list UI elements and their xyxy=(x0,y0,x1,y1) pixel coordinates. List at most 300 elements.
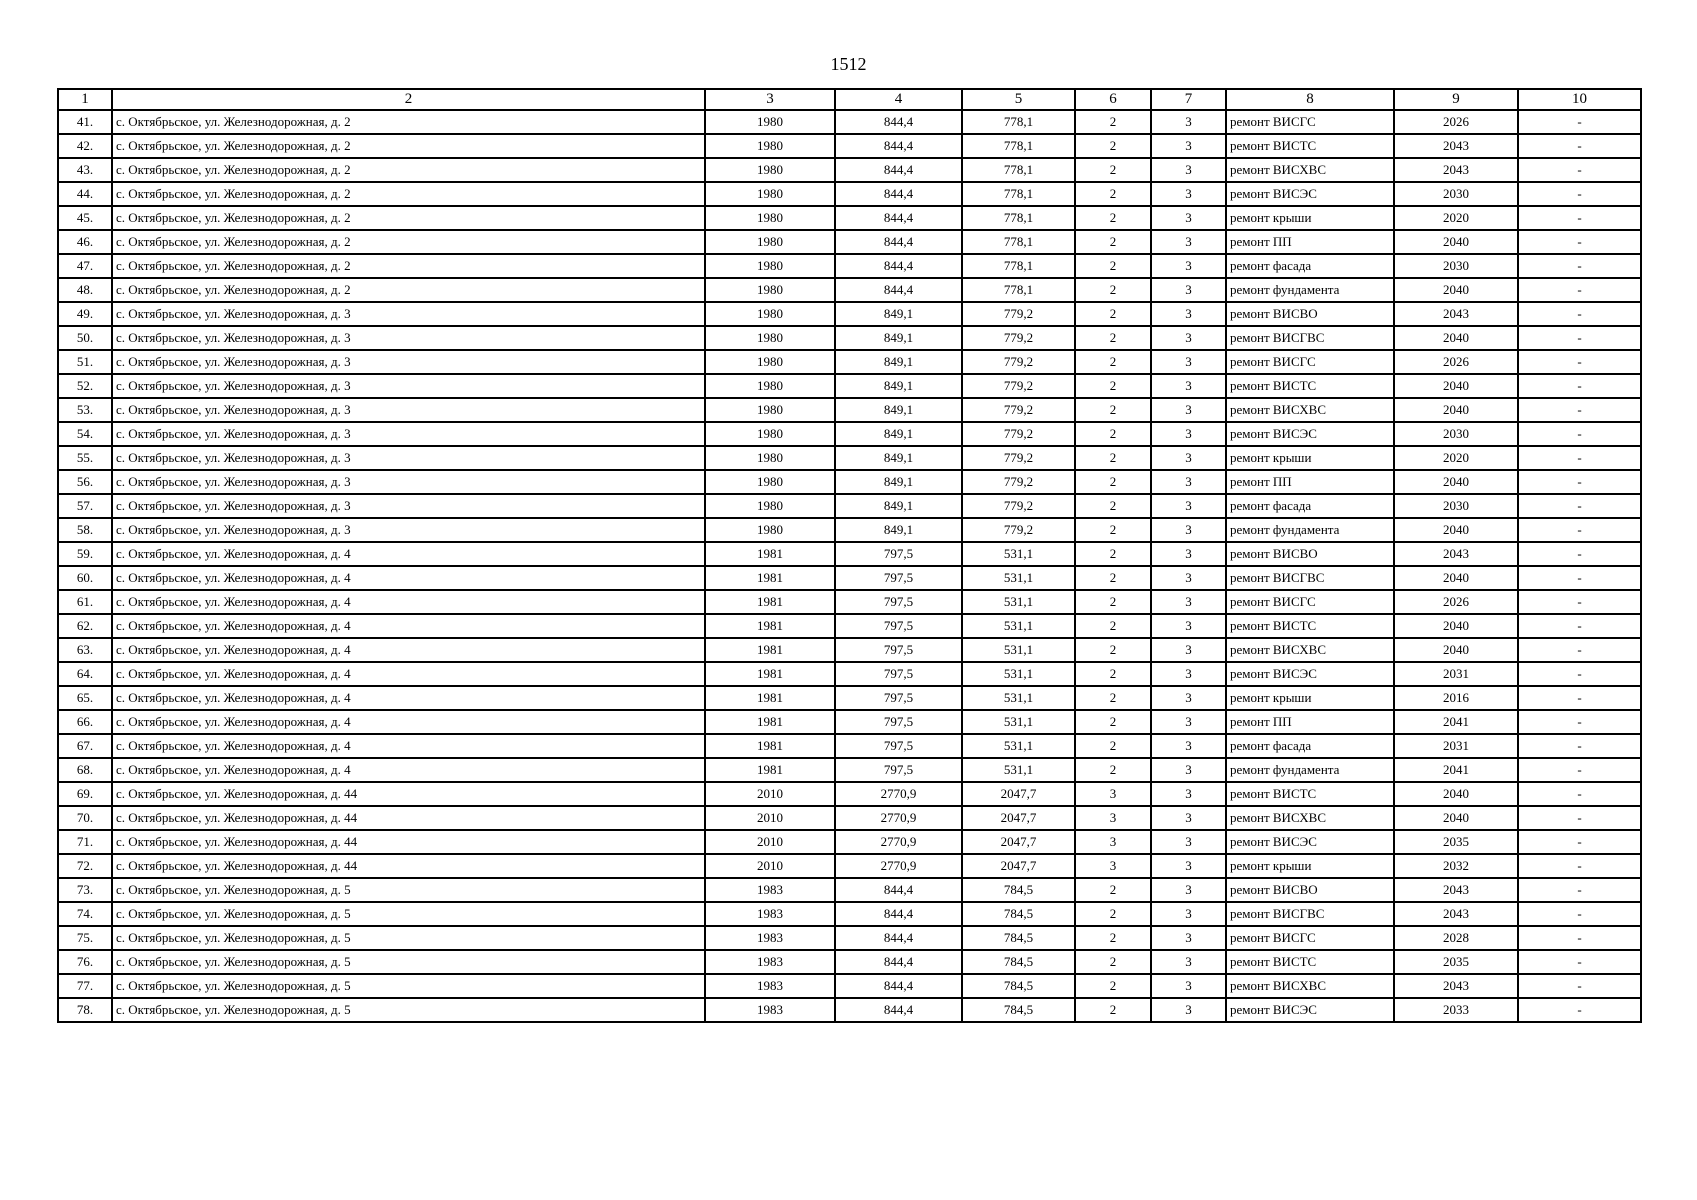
work-type-cell: ремонт фасада xyxy=(1226,494,1394,518)
planned-year-cell: 2040 xyxy=(1394,806,1518,830)
work-type-cell: ремонт фасада xyxy=(1226,734,1394,758)
work-type-cell: ремонт ВИСТС xyxy=(1226,782,1394,806)
floors-cell: 2 xyxy=(1075,974,1151,998)
address-cell: с. Октябрьское, ул. Железнодорожная, д. 4 xyxy=(112,590,705,614)
year-built-cell: 1983 xyxy=(705,974,835,998)
total-area-cell: 844,4 xyxy=(835,278,962,302)
total-area-cell: 849,1 xyxy=(835,470,962,494)
planned-year-cell: 2041 xyxy=(1394,710,1518,734)
total-area-cell: 844,4 xyxy=(835,206,962,230)
work-type-cell: ремонт ВИСХВС xyxy=(1226,398,1394,422)
table-row xyxy=(58,614,1641,638)
note-cell: - xyxy=(1518,134,1641,158)
planned-year-cell: 2026 xyxy=(1394,350,1518,374)
planned-year-cell: 2040 xyxy=(1394,230,1518,254)
total-area-cell: 849,1 xyxy=(835,446,962,470)
address-cell: с. Октябрьское, ул. Железнодорожная, д. 2 xyxy=(112,278,705,302)
note-cell: - xyxy=(1518,422,1641,446)
living-area-cell: 779,2 xyxy=(962,398,1075,422)
living-area-cell: 531,1 xyxy=(962,542,1075,566)
year-built-cell: 1983 xyxy=(705,902,835,926)
work-type-cell: ремонт ВИСГС xyxy=(1226,590,1394,614)
page-number: 1512 xyxy=(830,54,867,74)
address-cell: с. Октябрьское, ул. Железнодорожная, д. 5 xyxy=(112,950,705,974)
work-type-cell: ремонт крыши xyxy=(1226,446,1394,470)
living-area-cell: 778,1 xyxy=(962,182,1075,206)
floors-cell: 2 xyxy=(1075,758,1151,782)
note-cell: - xyxy=(1518,110,1641,134)
entrances-cell: 3 xyxy=(1151,278,1226,302)
floors-cell: 2 xyxy=(1075,206,1151,230)
row-number-cell: 69. xyxy=(58,782,112,806)
work-type-cell: ремонт ВИСХВС xyxy=(1226,158,1394,182)
floors-cell: 2 xyxy=(1075,110,1151,134)
note-cell: - xyxy=(1518,782,1641,806)
work-type-cell: ремонт фундамента xyxy=(1226,758,1394,782)
row-number-cell: 50. xyxy=(58,326,112,350)
floors-cell: 2 xyxy=(1075,662,1151,686)
address-cell: с. Октябрьское, ул. Железнодорожная, д. 4 xyxy=(112,758,705,782)
address-cell: с. Октябрьское, ул. Железнодорожная, д. 3 xyxy=(112,422,705,446)
entrances-cell: 3 xyxy=(1151,950,1226,974)
floors-cell: 2 xyxy=(1075,710,1151,734)
table-row xyxy=(58,182,1641,206)
table-row xyxy=(58,758,1641,782)
address-cell: с. Октябрьское, ул. Железнодорожная, д. 4 xyxy=(112,686,705,710)
column-header-1: 1 xyxy=(58,89,112,110)
work-type-cell: ремонт ВИСЭС xyxy=(1226,830,1394,854)
table-row xyxy=(58,998,1641,1022)
work-type-cell: ремонт ВИСЭС xyxy=(1226,182,1394,206)
table-row xyxy=(58,302,1641,326)
total-area-cell: 849,1 xyxy=(835,350,962,374)
floors-cell: 2 xyxy=(1075,278,1151,302)
note-cell: - xyxy=(1518,350,1641,374)
table-row xyxy=(58,878,1641,902)
year-built-cell: 1980 xyxy=(705,470,835,494)
entrances-cell: 3 xyxy=(1151,518,1226,542)
total-area-cell: 849,1 xyxy=(835,398,962,422)
row-number-cell: 51. xyxy=(58,350,112,374)
address-cell: с. Октябрьское, ул. Железнодорожная, д. 5 xyxy=(112,998,705,1022)
floors-cell: 2 xyxy=(1075,398,1151,422)
floors-cell: 2 xyxy=(1075,374,1151,398)
note-cell: - xyxy=(1518,950,1641,974)
planned-year-cell: 2040 xyxy=(1394,566,1518,590)
floors-cell: 2 xyxy=(1075,950,1151,974)
table-row xyxy=(58,638,1641,662)
work-type-cell: ремонт ВИСГВС xyxy=(1226,902,1394,926)
floors-cell: 2 xyxy=(1075,422,1151,446)
address-cell: с. Октябрьское, ул. Железнодорожная, д. 44 xyxy=(112,782,705,806)
year-built-cell: 1980 xyxy=(705,206,835,230)
note-cell: - xyxy=(1518,662,1641,686)
living-area-cell: 784,5 xyxy=(962,998,1075,1022)
floors-cell: 2 xyxy=(1075,326,1151,350)
entrances-cell: 3 xyxy=(1151,830,1226,854)
year-built-cell: 2010 xyxy=(705,854,835,878)
column-header-7: 7 xyxy=(1151,89,1226,110)
column-header-3: 3 xyxy=(705,89,835,110)
planned-year-cell: 2040 xyxy=(1394,398,1518,422)
entrances-cell: 3 xyxy=(1151,446,1226,470)
floors-cell: 3 xyxy=(1075,830,1151,854)
note-cell: - xyxy=(1518,518,1641,542)
entrances-cell: 3 xyxy=(1151,734,1226,758)
planned-year-cell: 2033 xyxy=(1394,998,1518,1022)
planned-year-cell: 2020 xyxy=(1394,206,1518,230)
work-type-cell: ремонт ВИСТС xyxy=(1226,134,1394,158)
row-number-cell: 62. xyxy=(58,614,112,638)
year-built-cell: 1980 xyxy=(705,350,835,374)
note-cell: - xyxy=(1518,758,1641,782)
row-number-cell: 60. xyxy=(58,566,112,590)
floors-cell: 2 xyxy=(1075,302,1151,326)
living-area-cell: 784,5 xyxy=(962,926,1075,950)
address-cell: с. Октябрьское, ул. Железнодорожная, д. 3 xyxy=(112,326,705,350)
note-cell: - xyxy=(1518,446,1641,470)
address-cell: с. Октябрьское, ул. Железнодорожная, д. 3 xyxy=(112,446,705,470)
note-cell: - xyxy=(1518,542,1641,566)
planned-year-cell: 2032 xyxy=(1394,854,1518,878)
living-area-cell: 531,1 xyxy=(962,686,1075,710)
total-area-cell: 797,5 xyxy=(835,734,962,758)
planned-year-cell: 2020 xyxy=(1394,446,1518,470)
year-built-cell: 1980 xyxy=(705,278,835,302)
planned-year-cell: 2043 xyxy=(1394,158,1518,182)
note-cell: - xyxy=(1518,590,1641,614)
note-cell: - xyxy=(1518,806,1641,830)
work-type-cell: ремонт ВИСЭС xyxy=(1226,662,1394,686)
year-built-cell: 1980 xyxy=(705,110,835,134)
living-area-cell: 778,1 xyxy=(962,110,1075,134)
address-cell: с. Октябрьское, ул. Железнодорожная, д. 2 xyxy=(112,110,705,134)
living-area-cell: 531,1 xyxy=(962,566,1075,590)
total-area-cell: 844,4 xyxy=(835,230,962,254)
table-row xyxy=(58,902,1641,926)
note-cell: - xyxy=(1518,710,1641,734)
note-cell: - xyxy=(1518,878,1641,902)
address-cell: с. Октябрьское, ул. Железнодорожная, д. 4 xyxy=(112,710,705,734)
work-type-cell: ремонт ВИСГС xyxy=(1226,350,1394,374)
address-cell: с. Октябрьское, ул. Железнодорожная, д. 4 xyxy=(112,542,705,566)
note-cell: - xyxy=(1518,734,1641,758)
planned-year-cell: 2041 xyxy=(1394,758,1518,782)
living-area-cell: 2047,7 xyxy=(962,830,1075,854)
entrances-cell: 3 xyxy=(1151,902,1226,926)
row-number-cell: 71. xyxy=(58,830,112,854)
entrances-cell: 3 xyxy=(1151,614,1226,638)
entrances-cell: 3 xyxy=(1151,782,1226,806)
table-row xyxy=(58,494,1641,518)
year-built-cell: 1981 xyxy=(705,542,835,566)
table-row xyxy=(58,110,1641,134)
entrances-cell: 3 xyxy=(1151,494,1226,518)
note-cell: - xyxy=(1518,926,1641,950)
row-number-cell: 75. xyxy=(58,926,112,950)
row-number-cell: 44. xyxy=(58,182,112,206)
address-cell: с. Октябрьское, ул. Железнодорожная, д. 4 xyxy=(112,662,705,686)
year-built-cell: 1981 xyxy=(705,614,835,638)
total-area-cell: 844,4 xyxy=(835,134,962,158)
living-area-cell: 779,2 xyxy=(962,470,1075,494)
total-area-cell: 844,4 xyxy=(835,110,962,134)
row-number-cell: 61. xyxy=(58,590,112,614)
planned-year-cell: 2031 xyxy=(1394,734,1518,758)
address-cell: с. Октябрьское, ул. Железнодорожная, д. 3 xyxy=(112,374,705,398)
address-cell: с. Октябрьское, ул. Железнодорожная, д. 3 xyxy=(112,302,705,326)
table-row xyxy=(58,854,1641,878)
year-built-cell: 1983 xyxy=(705,998,835,1022)
note-cell: - xyxy=(1518,830,1641,854)
planned-year-cell: 2030 xyxy=(1394,182,1518,206)
table-row xyxy=(58,206,1641,230)
note-cell: - xyxy=(1518,902,1641,926)
note-cell: - xyxy=(1518,998,1641,1022)
planned-year-cell: 2040 xyxy=(1394,374,1518,398)
address-cell: с. Октябрьское, ул. Железнодорожная, д. 2 xyxy=(112,134,705,158)
work-type-cell: ремонт ВИСГС xyxy=(1226,926,1394,950)
table-row xyxy=(58,974,1641,998)
living-area-cell: 779,2 xyxy=(962,302,1075,326)
entrances-cell: 3 xyxy=(1151,662,1226,686)
row-number-cell: 72. xyxy=(58,854,112,878)
floors-cell: 2 xyxy=(1075,494,1151,518)
year-built-cell: 1980 xyxy=(705,494,835,518)
column-header-4: 4 xyxy=(835,89,962,110)
table-row xyxy=(58,350,1641,374)
living-area-cell: 778,1 xyxy=(962,134,1075,158)
planned-year-cell: 2040 xyxy=(1394,638,1518,662)
row-number-cell: 58. xyxy=(58,518,112,542)
note-cell: - xyxy=(1518,494,1641,518)
floors-cell: 2 xyxy=(1075,614,1151,638)
living-area-cell: 531,1 xyxy=(962,638,1075,662)
work-type-cell: ремонт ВИСТС xyxy=(1226,374,1394,398)
total-area-cell: 797,5 xyxy=(835,542,962,566)
entrances-cell: 3 xyxy=(1151,398,1226,422)
living-area-cell: 779,2 xyxy=(962,494,1075,518)
work-type-cell: ремонт крыши xyxy=(1226,686,1394,710)
living-area-cell: 779,2 xyxy=(962,326,1075,350)
entrances-cell: 3 xyxy=(1151,854,1226,878)
address-cell: с. Октябрьское, ул. Железнодорожная, д. 3 xyxy=(112,494,705,518)
living-area-cell: 784,5 xyxy=(962,878,1075,902)
total-area-cell: 844,4 xyxy=(835,182,962,206)
floors-cell: 2 xyxy=(1075,566,1151,590)
living-area-cell: 2047,7 xyxy=(962,806,1075,830)
row-number-cell: 59. xyxy=(58,542,112,566)
floors-cell: 2 xyxy=(1075,734,1151,758)
year-built-cell: 1981 xyxy=(705,590,835,614)
total-area-cell: 844,4 xyxy=(835,158,962,182)
row-number-cell: 54. xyxy=(58,422,112,446)
floors-cell: 2 xyxy=(1075,254,1151,278)
entrances-cell: 3 xyxy=(1151,590,1226,614)
living-area-cell: 779,2 xyxy=(962,350,1075,374)
work-type-cell: ремонт ВИСГВС xyxy=(1226,566,1394,590)
entrances-cell: 3 xyxy=(1151,254,1226,278)
entrances-cell: 3 xyxy=(1151,638,1226,662)
year-built-cell: 1981 xyxy=(705,566,835,590)
entrances-cell: 3 xyxy=(1151,182,1226,206)
note-cell: - xyxy=(1518,566,1641,590)
column-header-2: 2 xyxy=(112,89,705,110)
table-row xyxy=(58,278,1641,302)
total-area-cell: 844,4 xyxy=(835,902,962,926)
work-type-cell: ремонт ПП xyxy=(1226,710,1394,734)
planned-year-cell: 2028 xyxy=(1394,926,1518,950)
living-area-cell: 779,2 xyxy=(962,374,1075,398)
entrances-cell: 3 xyxy=(1151,422,1226,446)
table-row xyxy=(58,830,1641,854)
living-area-cell: 531,1 xyxy=(962,710,1075,734)
floors-cell: 2 xyxy=(1075,230,1151,254)
year-built-cell: 1981 xyxy=(705,686,835,710)
floors-cell: 2 xyxy=(1075,446,1151,470)
total-area-cell: 849,1 xyxy=(835,302,962,326)
floors-cell: 2 xyxy=(1075,470,1151,494)
work-type-cell: ремонт крыши xyxy=(1226,206,1394,230)
table-row xyxy=(58,398,1641,422)
year-built-cell: 1981 xyxy=(705,638,835,662)
living-area-cell: 778,1 xyxy=(962,254,1075,278)
year-built-cell: 1983 xyxy=(705,926,835,950)
total-area-cell: 2770,9 xyxy=(835,782,962,806)
total-area-cell: 797,5 xyxy=(835,710,962,734)
total-area-cell: 844,4 xyxy=(835,926,962,950)
year-built-cell: 1980 xyxy=(705,254,835,278)
floors-cell: 2 xyxy=(1075,158,1151,182)
row-number-cell: 76. xyxy=(58,950,112,974)
address-cell: с. Октябрьское, ул. Железнодорожная, д. 3 xyxy=(112,350,705,374)
row-number-cell: 41. xyxy=(58,110,112,134)
living-area-cell: 531,1 xyxy=(962,758,1075,782)
planned-year-cell: 2016 xyxy=(1394,686,1518,710)
year-built-cell: 1980 xyxy=(705,302,835,326)
address-cell: с. Октябрьское, ул. Железнодорожная, д. 4 xyxy=(112,566,705,590)
year-built-cell: 1980 xyxy=(705,446,835,470)
living-area-cell: 779,2 xyxy=(962,422,1075,446)
work-type-cell: ремонт крыши xyxy=(1226,854,1394,878)
address-cell: с. Октябрьское, ул. Железнодорожная, д. 5 xyxy=(112,974,705,998)
floors-cell: 2 xyxy=(1075,518,1151,542)
column-header-8: 8 xyxy=(1226,89,1394,110)
work-type-cell: ремонт ВИСХВС xyxy=(1226,974,1394,998)
work-type-cell: ремонт ВИСТС xyxy=(1226,614,1394,638)
table-row xyxy=(58,662,1641,686)
address-cell: с. Октябрьское, ул. Железнодорожная, д. 4 xyxy=(112,614,705,638)
table-row xyxy=(58,566,1641,590)
entrances-cell: 3 xyxy=(1151,758,1226,782)
planned-year-cell: 2026 xyxy=(1394,590,1518,614)
address-cell: с. Октябрьское, ул. Железнодорожная, д. 2 xyxy=(112,158,705,182)
note-cell: - xyxy=(1518,302,1641,326)
planned-year-cell: 2035 xyxy=(1394,830,1518,854)
table-row xyxy=(58,326,1641,350)
table-row xyxy=(58,686,1641,710)
floors-cell: 2 xyxy=(1075,350,1151,374)
planned-year-cell: 2030 xyxy=(1394,254,1518,278)
table-row xyxy=(58,710,1641,734)
row-number-cell: 49. xyxy=(58,302,112,326)
work-type-cell: ремонт ВИСГС xyxy=(1226,110,1394,134)
address-cell: с. Октябрьское, ул. Железнодорожная, д. 4 xyxy=(112,734,705,758)
living-area-cell: 2047,7 xyxy=(962,854,1075,878)
note-cell: - xyxy=(1518,470,1641,494)
entrances-cell: 3 xyxy=(1151,686,1226,710)
row-number-cell: 48. xyxy=(58,278,112,302)
planned-year-cell: 2040 xyxy=(1394,782,1518,806)
year-built-cell: 1980 xyxy=(705,326,835,350)
year-built-cell: 1980 xyxy=(705,518,835,542)
entrances-cell: 3 xyxy=(1151,710,1226,734)
row-number-cell: 53. xyxy=(58,398,112,422)
work-type-cell: ремонт ВИСТС xyxy=(1226,950,1394,974)
table-row xyxy=(58,230,1641,254)
address-cell: с. Октябрьское, ул. Железнодорожная, д. 2 xyxy=(112,254,705,278)
row-number-cell: 42. xyxy=(58,134,112,158)
planned-year-cell: 2040 xyxy=(1394,518,1518,542)
row-number-cell: 70. xyxy=(58,806,112,830)
entrances-cell: 3 xyxy=(1151,158,1226,182)
floors-cell: 2 xyxy=(1075,902,1151,926)
note-cell: - xyxy=(1518,374,1641,398)
total-area-cell: 797,5 xyxy=(835,686,962,710)
row-number-cell: 67. xyxy=(58,734,112,758)
living-area-cell: 2047,7 xyxy=(962,782,1075,806)
address-cell: с. Октябрьское, ул. Железнодорожная, д. 2 xyxy=(112,230,705,254)
total-area-cell: 2770,9 xyxy=(835,830,962,854)
planned-year-cell: 2040 xyxy=(1394,326,1518,350)
entrances-cell: 3 xyxy=(1151,350,1226,374)
address-cell: с. Октябрьское, ул. Железнодорожная, д. 2 xyxy=(112,182,705,206)
planned-year-cell: 2026 xyxy=(1394,110,1518,134)
year-built-cell: 1980 xyxy=(705,398,835,422)
year-built-cell: 1981 xyxy=(705,662,835,686)
living-area-cell: 779,2 xyxy=(962,518,1075,542)
work-type-cell: ремонт ВИСВО xyxy=(1226,302,1394,326)
table-row xyxy=(58,518,1641,542)
row-number-cell: 77. xyxy=(58,974,112,998)
total-area-cell: 797,5 xyxy=(835,614,962,638)
note-cell: - xyxy=(1518,206,1641,230)
total-area-cell: 2770,9 xyxy=(835,854,962,878)
entrances-cell: 3 xyxy=(1151,110,1226,134)
year-built-cell: 1980 xyxy=(705,374,835,398)
row-number-cell: 68. xyxy=(58,758,112,782)
year-built-cell: 1981 xyxy=(705,734,835,758)
entrances-cell: 3 xyxy=(1151,326,1226,350)
year-built-cell: 1980 xyxy=(705,422,835,446)
floors-cell: 2 xyxy=(1075,926,1151,950)
address-cell: с. Октябрьское, ул. Железнодорожная, д. 5 xyxy=(112,926,705,950)
planned-year-cell: 2030 xyxy=(1394,494,1518,518)
work-type-cell: ремонт ВИСХВС xyxy=(1226,638,1394,662)
total-area-cell: 797,5 xyxy=(835,566,962,590)
total-area-cell: 849,1 xyxy=(835,494,962,518)
note-cell: - xyxy=(1518,182,1641,206)
year-built-cell: 2010 xyxy=(705,782,835,806)
table-row xyxy=(58,542,1641,566)
address-cell: с. Октябрьское, ул. Железнодорожная, д. 44 xyxy=(112,830,705,854)
note-cell: - xyxy=(1518,230,1641,254)
planned-year-cell: 2035 xyxy=(1394,950,1518,974)
planned-year-cell: 2043 xyxy=(1394,134,1518,158)
living-area-cell: 531,1 xyxy=(962,590,1075,614)
planned-year-cell: 2031 xyxy=(1394,662,1518,686)
row-number-cell: 65. xyxy=(58,686,112,710)
